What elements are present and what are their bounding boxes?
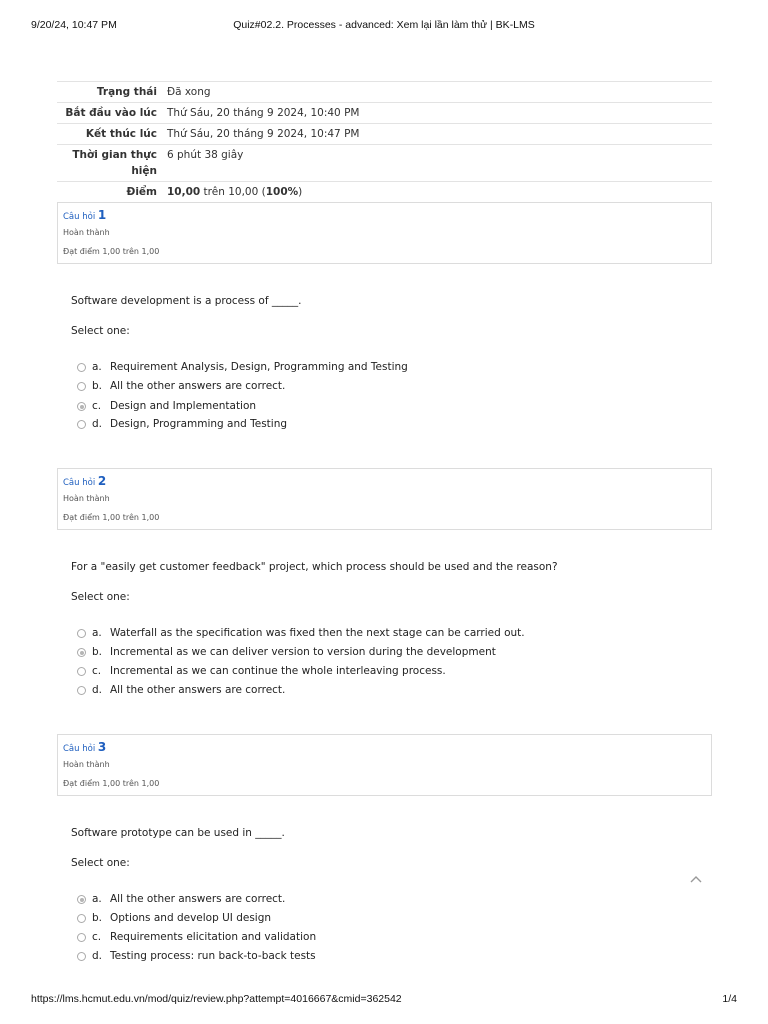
grade-middle: trên 10,00 (: [200, 186, 266, 198]
answer-letter: b.: [92, 380, 103, 392]
answer-letter: d.: [92, 684, 103, 696]
print-page-title: Quiz#02.2. Processes - advanced: Xem lại lần làm thử | BK-LMS: [233, 19, 535, 31]
question-info-box: [57, 202, 712, 264]
question-state: Hoàn thành: [63, 494, 110, 503]
summary-value: Thứ Sáu, 20 tháng 9 2024, 10:40 PM: [167, 103, 712, 124]
select-one-prompt: Select one:: [71, 857, 130, 869]
select-one-prompt: Select one:: [71, 591, 130, 603]
answer-text: Waterfall as the specification was fixed then the next stage can be carried out.: [110, 627, 525, 639]
summary-label: Thời gian thực hiện: [57, 145, 167, 182]
question-grade: Đạt điểm 1,00 trên 1,00: [63, 779, 160, 788]
grade-score: 10,00: [167, 186, 201, 198]
answer-letter: c.: [92, 400, 102, 412]
answer-letter: b.: [92, 646, 103, 658]
answer-text: Design and Implementation: [110, 400, 257, 412]
radio-button[interactable]: [77, 667, 86, 676]
summary-grade-value: [167, 182, 712, 203]
summary-label: Điểm: [57, 182, 167, 203]
chevron-up-icon[interactable]: [688, 872, 704, 886]
radio-button[interactable]: [77, 363, 86, 372]
chevron-up-icon-svg: [690, 875, 702, 883]
radio-button-selected[interactable]: [77, 648, 86, 657]
question-grade: Đạt điểm 1,00 trên 1,00: [63, 513, 160, 522]
select-one-prompt: Select one:: [71, 325, 130, 337]
question-number-value: 3: [97, 740, 107, 754]
question-info-box: [57, 734, 712, 796]
question-number: [63, 740, 106, 754]
summary-value: Đã xong: [167, 82, 712, 103]
answer-letter: d.: [92, 418, 103, 430]
print-footer: [31, 993, 737, 1007]
summary-label: Bắt đầu vào lúc: [57, 103, 167, 124]
answer-letter: a.: [92, 627, 102, 639]
summary-row-completed: [57, 124, 712, 145]
summary-row-state: [57, 82, 712, 103]
answer-text: Incremental as we can continue the whole interleaving process.: [110, 665, 446, 677]
print-datetime: 9/20/24, 10:47 PM: [31, 19, 117, 31]
answer-text: All the other answers are correct.: [110, 684, 286, 696]
answer-text: Requirement Analysis, Design, Programming and Testing: [110, 361, 408, 373]
radio-button[interactable]: [77, 933, 86, 942]
question-number-value: 1: [97, 208, 107, 222]
answer-text: Incremental as we can deliver version to version during the development: [110, 646, 496, 658]
question-text: Software development is a process of _____.: [71, 295, 302, 307]
question-number: [63, 474, 106, 488]
answer-letter: a.: [92, 361, 102, 373]
radio-button[interactable]: [77, 952, 86, 961]
question-grade: Đạt điểm 1,00 trên 1,00: [63, 247, 160, 256]
grade-percent: 100%: [265, 186, 299, 198]
radio-button[interactable]: [77, 914, 86, 923]
radio-button[interactable]: [77, 686, 86, 695]
grade-end: ): [298, 186, 303, 198]
answer-text: Options and develop UI design: [110, 912, 272, 924]
summary-row-time-taken: [57, 145, 712, 182]
radio-button[interactable]: [77, 382, 86, 391]
radio-button-selected[interactable]: [77, 402, 86, 411]
radio-button[interactable]: [77, 629, 86, 638]
answer-text: Requirements elicitation and validation: [110, 931, 317, 943]
answer-text: All the other answers are correct.: [110, 893, 286, 905]
question-number: [63, 208, 106, 222]
summary-value: 6 phút 38 giây: [167, 145, 712, 182]
radio-button-selected[interactable]: [77, 895, 86, 904]
question-text: For a "easily get customer feedback" project, which process should be used and the reason?: [71, 561, 558, 573]
summary-row-grade: [57, 182, 712, 203]
answer-text: Testing process: run back-to-back tests: [110, 950, 316, 962]
summary-label: Trạng thái: [57, 82, 167, 103]
answer-letter: b.: [92, 912, 103, 924]
summary-value: Thứ Sáu, 20 tháng 9 2024, 10:47 PM: [167, 124, 712, 145]
summary-label: Kết thúc lúc: [57, 124, 167, 145]
print-header: [31, 19, 737, 33]
question-state: Hoàn thành: [63, 228, 110, 237]
answer-letter: c.: [92, 665, 102, 677]
answer-text: All the other answers are correct.: [110, 380, 286, 392]
question-number-label: Câu hỏi: [63, 212, 96, 222]
answer-text: Design, Programming and Testing: [110, 418, 288, 430]
question-info-box: [57, 468, 712, 530]
radio-button[interactable]: [77, 420, 86, 429]
question-number-label: Câu hỏi: [63, 744, 96, 754]
print-url: https://lms.hcmut.edu.vn/mod/quiz/review.php?attempt=4016667&cmid=362542: [31, 993, 402, 1005]
print-page-number: 1/4: [722, 993, 737, 1005]
question-number-label: Câu hỏi: [63, 478, 96, 488]
question-text: Software prototype can be used in _____.: [71, 827, 285, 839]
summary-row-started: [57, 103, 712, 124]
question-state: Hoàn thành: [63, 760, 110, 769]
question-number-value: 2: [97, 474, 107, 488]
answer-letter: c.: [92, 931, 102, 943]
answer-letter: a.: [92, 893, 102, 905]
attempt-summary-table: [57, 81, 712, 203]
answer-letter: d.: [92, 950, 103, 962]
